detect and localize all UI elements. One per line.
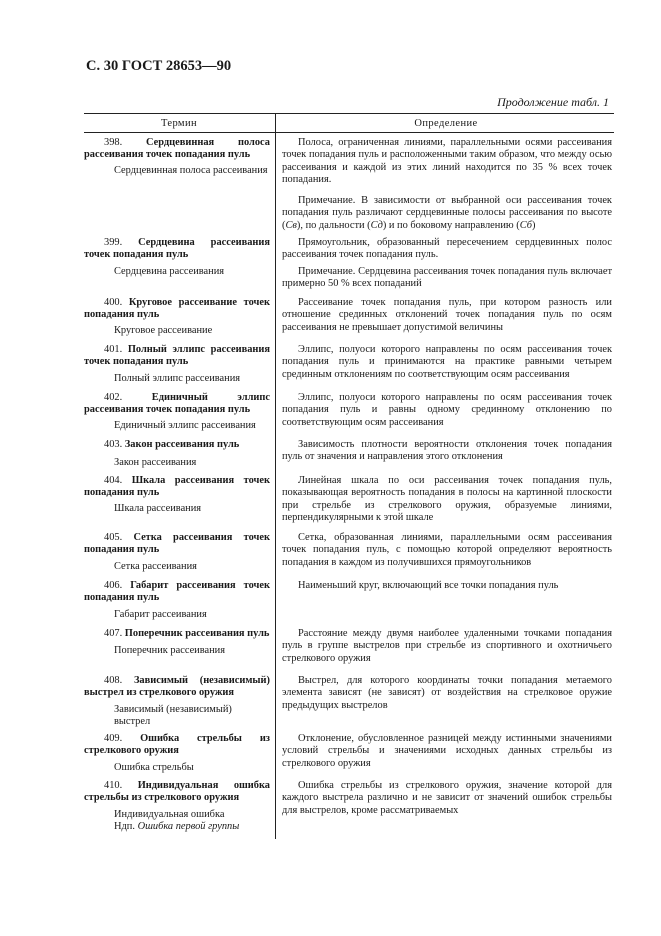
synonym-402: Единичный эллипс рассеивания [114, 420, 256, 431]
term-407: 407. Поперечник рассеивания пуль [104, 628, 270, 639]
term-406: 406. Габарит рассеивания точек попадания пуль [84, 580, 270, 604]
column-header-definition: Определение [414, 118, 478, 129]
definition-407: Расстояние между двумя наиболее удаленными точками попадания пуль в группе выстрелов при стрельбе из спортивного и охотничьего стрелкового оружия [282, 628, 612, 664]
synonym-400: Круговое рассеивание [114, 325, 213, 336]
definition-398: Полоса, ограниченная линиями, параллельными осями рассеивания точек попадания пуль и расположенными таким образом, что между осью рассеивания и каждой из этих линий находится по 35 % всех точек попадания. [282, 137, 612, 186]
definition-406: Наименьший круг, включающий все точки попадания пуль [298, 580, 559, 591]
term-399: 399. Сердцевина рассеивания точек попадания пуль [84, 237, 270, 261]
term-405: 405. Сетка рассеивания точек попадания пуль [84, 532, 270, 556]
definition-404: Линейная шкала по оси рассеивания точек попадания пуль, показывающая вероятность попадания в полосы на картинной плоскости при стрельбе из стрелкового оружия, образуемые линиями, перпендикулярными к этой шкале [282, 475, 612, 524]
synonym-406: Габарит рассеивания [114, 609, 207, 620]
term-401: 401. Полный эллипс рассеивания точек попадания пуль [84, 344, 270, 368]
column-divider [275, 113, 276, 839]
synonym-410: Индивидуальная ошибка Ндп. Ошибка первой группы [114, 809, 240, 833]
synonym-404: Шкала рассеивания [114, 503, 202, 514]
column-header-term: Термин [160, 118, 198, 129]
definition-405: Сетка, образованная линиями, параллельными осям рассеивания точек попадания пуль, с помощью которой определяют вероятность попадания в каждом из получившихся прямоугольников [282, 532, 612, 568]
table-top-rule [84, 113, 614, 114]
header-bottom-rule [84, 132, 614, 133]
term-409: 409. Ошибка стрельбы из стрелкового оружия [84, 733, 270, 757]
synonym-398: Сердцевинная полоса рассеивания [114, 165, 268, 176]
synonym-399: Сердцевина рассеивания [114, 266, 225, 277]
definition-408: Выстрел, для которого координаты точки попадания метаемого элемента зависят (не зависят) от воздействия на стрелковое оружие предыдущих выстрелов [282, 675, 612, 711]
synonym-408: Зависимый (независимый) выстрел [114, 704, 232, 728]
synonym-405: Сетка рассеивания [114, 561, 197, 572]
synonym-409: Ошибка стрельбы [114, 762, 194, 773]
note-398: Примечание. В зависимости от выбранной оси рассеивания точек попадания пуль различают сердцевинные полосы рассеивания по высоте (Св), по дальности (Сд) и по боковому направлению (Сб) [282, 195, 612, 231]
synonym-407: Поперечник рассеивания [114, 645, 226, 656]
term-403: 403. Закон рассеивания пуль [104, 439, 240, 450]
definition-400: Рассеивание точек попадания пуль, при котором разность или отношение срединных отклонений точек попадания пуль по осям рассеивания не превышает допустимой величины [282, 297, 612, 333]
table-continuation-label: Продолжение табл. 1 [497, 95, 609, 109]
definition-410: Ошибка стрельбы из стрелкового оружия, значение которой для каждого выстрела различно и не зависит от значений ошибок стрельбы для выстрелов, кроме рассматриваемых [282, 780, 612, 816]
term-400: 400. Круговое рассеивание точек попадания пуль [84, 297, 270, 321]
definition-401: Эллипс, полуоси которого направлены по осям рассеивания точек попадания пуль и принимаются на практике равными четырем срединным отклонениям по соответствующим осям рассеивания [282, 344, 612, 380]
definition-409: Отклонение, обусловленное разницей между истинными значениями условий стрельбы и значениями исходных данных стрельбы из стрелкового оружия [282, 733, 612, 769]
page-header: С. 30 ГОСТ 28653—90 [86, 58, 232, 74]
term-404: 404. Шкала рассеивания точек попадания пуль [84, 475, 270, 499]
definition-403: Зависимость плотности вероятности отклонения точек попадания пуль от значения и направления этого отклонения [282, 439, 612, 463]
term-398: 398. Сердцевинная полоса рассеивания точек попадания пуль [84, 137, 270, 161]
note-399: Примечание. Сердцевина рассеивания точек попадания пуль включает примерно 50 % всех попаданий [282, 266, 612, 290]
synonym-403: Закон рассеивания [114, 457, 197, 468]
term-402: 402. Единичный эллипс рассеивания точек попадания пуль [84, 392, 270, 416]
definition-399: Прямоугольник, образованный пересечением сердцевинных полос рассеивания точек попадания пуль. [282, 237, 612, 261]
term-408: 408. Зависимый (независимый) выстрел из стрелкового оружия [84, 675, 270, 699]
term-410: 410. Индивидуальная ошибка стрельбы из стрелкового оружия [84, 780, 270, 804]
definition-402: Эллипс, полуоси которого направлены по осям рассеивания точек попадания пуль и равны одному срединному отклонению по соответствующим осям рассеивания [282, 392, 612, 428]
synonym-401: Полный эллипс рассеивания [114, 373, 241, 384]
